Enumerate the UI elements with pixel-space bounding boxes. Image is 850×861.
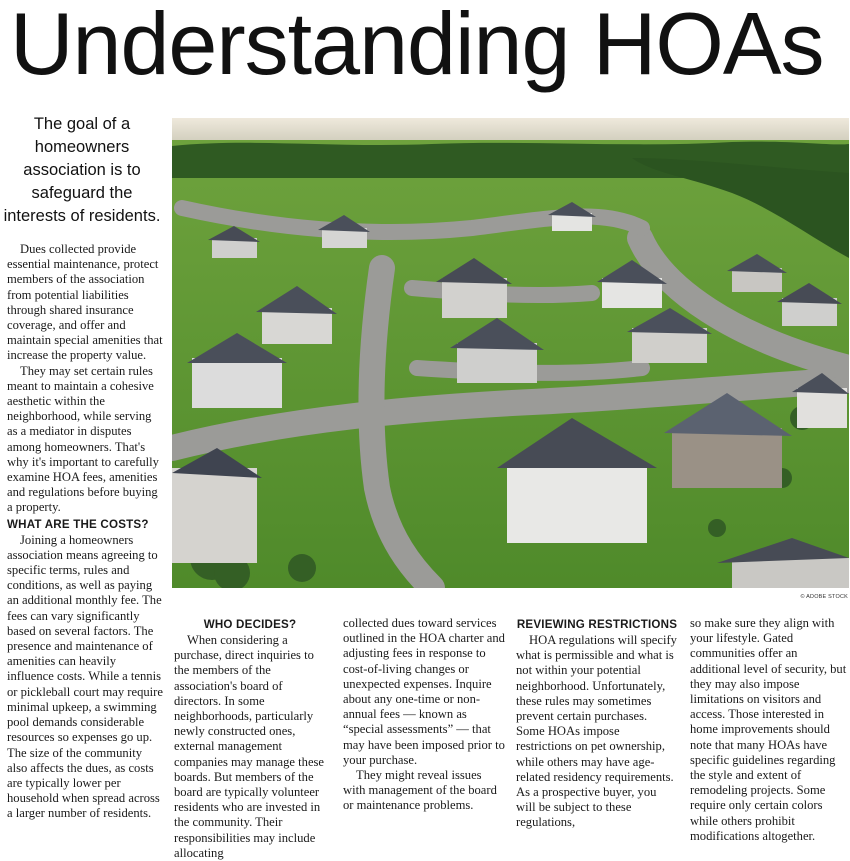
- section-heading-who-decides: WHO DECIDES?: [203, 618, 297, 631]
- photo-credit: © ADOBE STOCK: [800, 594, 848, 600]
- paragraph: HOA regulations will specify what is permissible and what is not within your potential neighborhood. Unfortunately, these rules may sometimes prevent certain purchases. Some HOAs impose restrictions on pet ownership, while others may have age-related residency requirements. As a prospective buyer, you will be subject to these regulations,: [516, 633, 677, 830]
- paragraph: Joining a homeowners association means agreeing to specific terms, rules and conditions, as well as paying an additional monthly fee. The fees can vary significantly based on several factors. The presence and maintenance of amenities can heavily influence costs. While a tennis or pickleball court may require minimal upkeep, a swimming pool demands considerable resources so expenses go up. The size of the community also affects the dues, as costs are typically lower per household when spread across a larger number of residents.: [7, 532, 163, 821]
- column-2: [174, 616, 326, 861]
- column-3: [343, 616, 505, 814]
- paragraph: collected dues toward services outlined in the HOA charter and adjusting fees in response to cost-of-living changes or unexpected expenses. Inquire about any one-time or non-annual fees — known as “special assessments” — that may have been imposed prior to your purchase.: [343, 616, 505, 767]
- section-heading-costs: WHAT ARE THE COSTS?: [7, 517, 149, 531]
- headline: Understanding HOAs: [10, 0, 824, 93]
- deck-summary: The goal of a homeowners association is to safeguard the interests of residents.: [3, 115, 161, 225]
- section-heading-restrictions: REVIEWING RESTRICTIONS: [516, 618, 678, 631]
- paragraph: When considering a purchase, direct inquiries to the members of the association's board of directors. In some neighborhoods, particularly newly constructed ones, external management companies may manage these boards. But members of the board are typically volunteer residents who are invested in the community. Their responsibilities may include allocating: [174, 633, 325, 860]
- paragraph: so make sure they align with your lifestyle. Gated communities offer an additional level of security, but they may also impose limitations on visitors and access. Those interested in home improvements should note that many HOAs have specific guidelines regarding the style and extent of remodeling projects. Some require only certain colors while others prohibit modifications altogether.: [690, 616, 847, 843]
- column-5: [690, 616, 850, 844]
- neighborhood-aerial-photo: [172, 118, 849, 588]
- paragraph: Dues collected provide essential maintenance, protect members of the association from potential liabilities through shared insurance coverage, and offer and maintain special amenities that increase the property value.: [7, 242, 163, 363]
- column-4: [516, 616, 678, 831]
- column-1: [7, 242, 163, 822]
- photo-illustration: [172, 118, 849, 588]
- paragraph: They might reveal issues with management of the board or maintenance problems.: [343, 768, 497, 813]
- paragraph: They may set certain rules meant to maintain a cohesive aesthetic within the neighborhood, while serving as a mediator in disputes among homeowners. That's why it's important to carefully examine HOA fees, amenities and regulations before buying a property.: [7, 363, 159, 515]
